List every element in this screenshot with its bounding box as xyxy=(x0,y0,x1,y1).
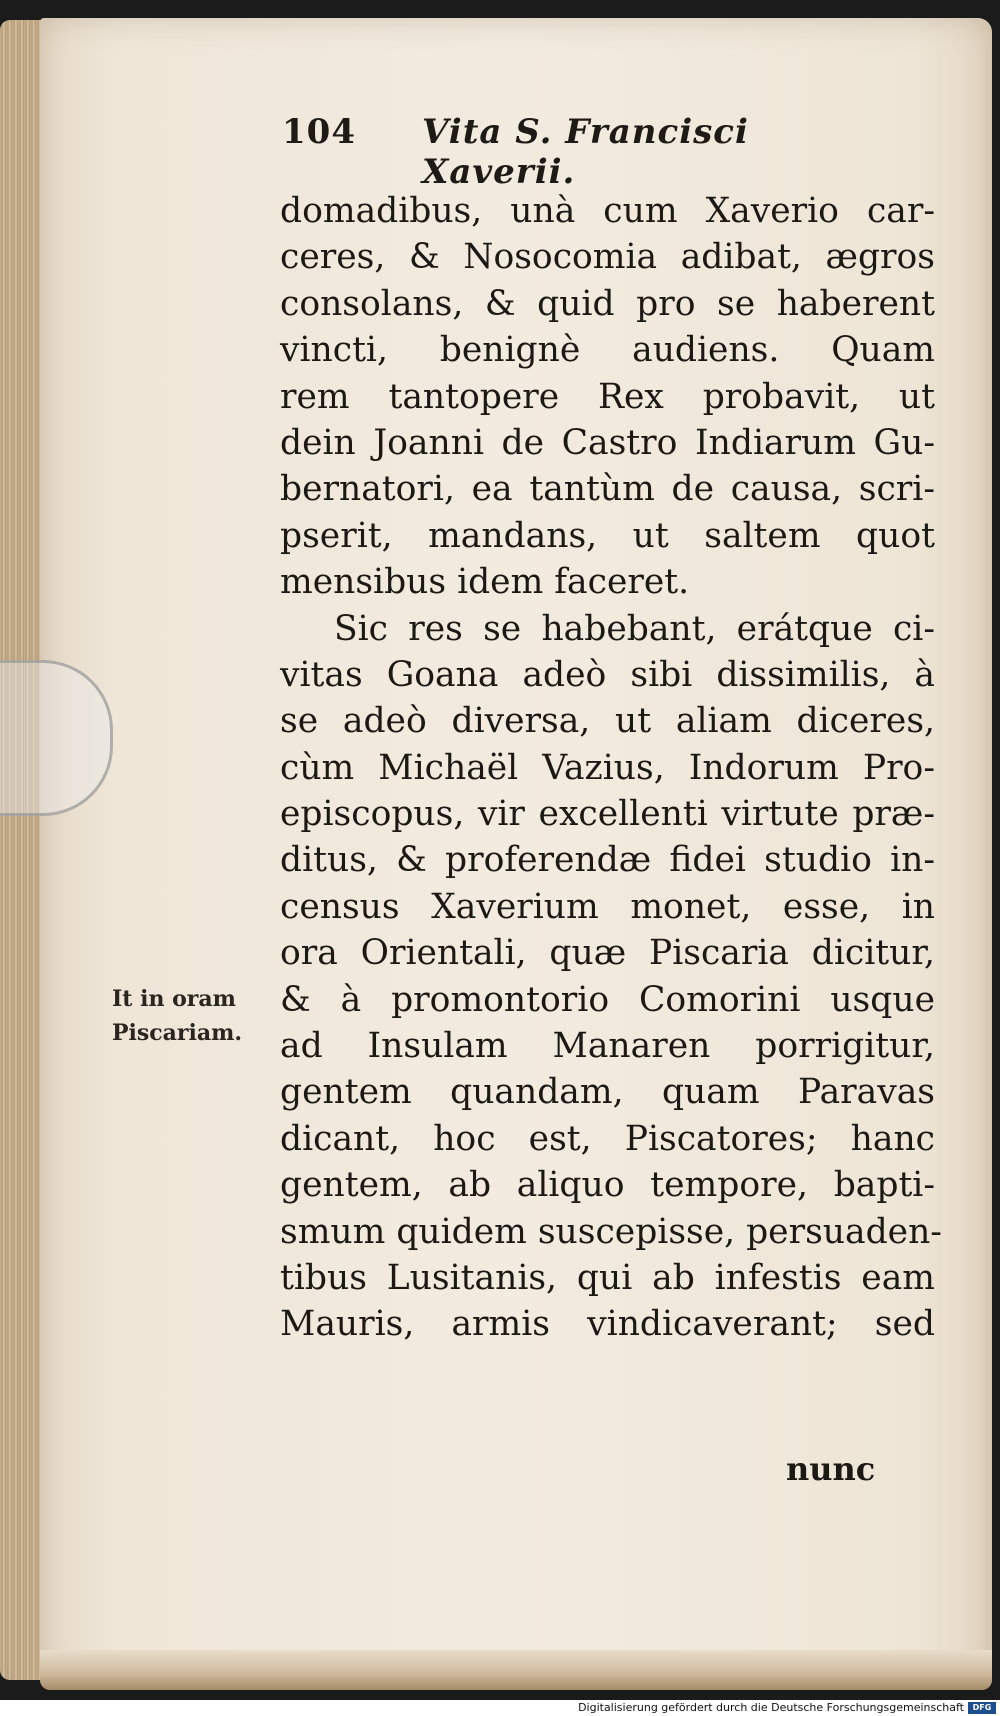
text-line: tibus Lusitanis, qui ab infestis eam xyxy=(280,1257,935,1298)
margin-note xyxy=(112,982,282,1050)
text-line: domadibus, unà cum Xaverio car- xyxy=(280,191,935,231)
page-number: 104 xyxy=(282,112,356,152)
text-line: dein Joanni de Castro Indiarum Gu- xyxy=(280,422,935,463)
running-title: Vita S. Francisci Xaverii. xyxy=(422,112,749,192)
margin-note-line: Piscariam. xyxy=(112,1020,243,1046)
text-line: ora Orientali, quæ Piscaria dicitur, xyxy=(280,933,935,974)
text-line: se adeò diversa, ut aliam diceres, xyxy=(280,701,935,742)
footer-credit: Digitalisierung gefördert durch die Deutsche Forschungsgemeinschaft xyxy=(578,1701,964,1714)
text-line: Mauris, armis vindicaverant; sed xyxy=(280,1304,935,1345)
text-line: & à promontorio Comorini usque xyxy=(280,979,935,1020)
page-bottom-edge xyxy=(40,1650,992,1690)
margin-note-line: It in oram xyxy=(112,986,236,1012)
text-line: vitas Goana adeò sibi dissimilis, à xyxy=(280,654,935,695)
text-line: rem tantopere Rex probavit, ut xyxy=(280,376,935,417)
text-line: smum quidem suscepisse, persuaden- xyxy=(280,1211,942,1252)
page-header xyxy=(282,112,902,192)
text-line: episcopus, vir excellenti virtute præ- xyxy=(280,794,935,835)
dfg-logo-icon: DFG xyxy=(968,1702,996,1714)
text-line: ceres, & Nosocomia adibat, ægros xyxy=(280,237,935,278)
text-line: dicant, hoc est, Piscatores; hanc xyxy=(280,1118,935,1159)
text-line: mensibus idem faceret. xyxy=(280,562,690,603)
text-line: pserit, mandans, ut saltem quot xyxy=(280,515,935,556)
text-line: gentem quandam, quam Paravas xyxy=(280,1072,935,1113)
text-line: cùm Michaël Vazius, Indorum Pro- xyxy=(280,747,935,788)
text-line: bernatori, ea tantùm de causa, scri- xyxy=(280,469,935,510)
body-text xyxy=(280,188,942,1348)
text-line: ditus, & proferendæ fidei studio in- xyxy=(280,840,935,881)
text-line: consolans, & quid pro se haberent xyxy=(280,283,935,324)
text-line: gentem, ab aliquo tempore, bapti- xyxy=(280,1165,935,1206)
text-line: ad Insulam Manaren porrigitur, xyxy=(280,1026,935,1067)
catchword: nunc xyxy=(786,1450,876,1488)
text-line: Sic res se habebant, erátque ci- xyxy=(334,608,935,649)
text-line: vincti, benignè audiens. Quam xyxy=(280,330,935,371)
text-line: census Xaverium monet, esse, in xyxy=(280,886,935,927)
